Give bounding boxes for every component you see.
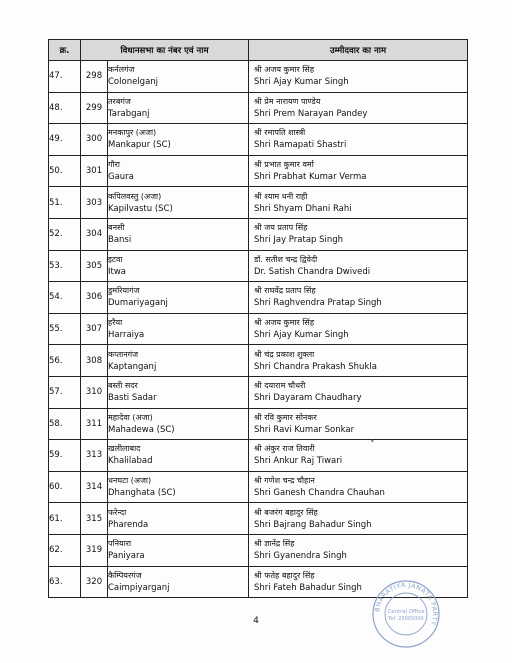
speck-mark: • [370,437,375,446]
constituency-name-english: Caimpiyarganj [108,582,170,593]
constituency-name-cell [108,408,249,440]
constituency-name-cell [108,187,249,219]
candidate-name-hindi: श्री रमापति शास्त्री [254,128,306,138]
constituency-name-cell [108,282,249,314]
candidate-name-cell [249,440,468,472]
candidate-name-hindi: श्री प्रभात कुमार वर्मा [254,160,314,170]
constituency-name-english: Dumariyaganj [108,298,168,309]
page-number: 4 [253,616,259,626]
constituency-number: 315 [81,503,108,535]
constituency-name-english: Mahadewa (SC) [108,424,175,435]
constituency-number: 306 [81,282,108,314]
table-row [49,440,468,472]
constituency-name-english: Dhanghata (SC) [108,488,176,499]
serial-number: 49. [49,124,81,156]
candidate-name-english: Shri Fateh Bahadur Singh [254,582,362,593]
candidate-name-cell [249,124,468,156]
constituency-name-cell [108,61,249,93]
candidate-name-english: Shri Gyanendra Singh [254,551,347,562]
candidate-name-hindi: श्री प्रेम नारायण पाण्डेय [254,96,321,106]
candidate-name-hindi: श्री चंद्र प्रकाश शुक्ला [254,349,315,359]
candidate-name-english: Shri Shyam Dhani Rahi [254,203,352,214]
constituency-name-cell [108,503,249,535]
table-body [49,61,468,598]
serial-number: 47. [49,61,81,93]
constituency-name-cell [108,471,249,503]
serial-number: 53. [49,250,81,282]
constituency-name-english: Bansi [108,235,132,246]
serial-number: 56. [49,345,81,377]
constituency-number: 310 [81,376,108,408]
candidate-name-hindi: श्री अंकुर राज तिवारी [254,444,315,454]
candidate-name-hindi: श्री रवि कुमार सोनकर [254,412,317,422]
constituency-number: 298 [81,61,108,93]
constituency-name-hindi: धनघटा (अजा) [108,476,152,486]
table-row [49,345,468,377]
constituency-number: 320 [81,566,108,598]
constituency-name-english: Khalilabad [108,456,153,467]
candidate-name-cell [249,218,468,250]
constituency-name-cell [108,218,249,250]
serial-number: 54. [49,282,81,314]
table-row [49,155,468,187]
table-row [49,408,468,440]
candidate-name-hindi: श्री श्याम धनी राही [254,191,308,201]
constituency-name-english: Gaura [108,172,134,183]
constituency-name-hindi: फरेन्दा [108,507,127,517]
candidate-name-cell [249,376,468,408]
constituency-name-hindi: बनसी [108,223,125,233]
candidate-name-english: Shri Raghvendra Pratap Singh [254,298,382,309]
constituency-name-english: Tarabganj [108,108,150,119]
constituency-number: 307 [81,313,108,345]
candidate-name-cell [249,155,468,187]
candidate-name-cell [249,282,468,314]
constituency-number: 303 [81,187,108,219]
constituency-number: 311 [81,408,108,440]
constituency-name-english: Paniyara [108,551,145,562]
constituency-number: 314 [81,471,108,503]
serial-number: 63. [49,566,81,598]
table-row [49,471,468,503]
candidate-name-english: Shri Bajrang Bahadur Singh [254,519,372,530]
candidate-name-hindi: श्री ज्ञानेंद्र सिंह [254,539,295,549]
party-office-stamp [371,579,441,649]
candidate-name-english: Shri Jay Pratap Singh [254,235,344,246]
constituency-name-cell [108,92,249,124]
candidate-name-hindi: श्री फतेह बहादुर सिंह [254,570,315,580]
candidate-name-cell [249,345,468,377]
constituency-name-english: Basti Sadar [108,393,157,404]
serial-number: 61. [49,503,81,535]
table-row [49,282,468,314]
candidate-name-english: Shri Ankur Raj Tiwari [254,456,343,467]
constituency-name-cell [108,440,249,472]
candidate-name-hindi: श्री बजरंग बहादुर सिंह [254,507,318,517]
constituency-name-hindi: खलीलाबाद [108,444,141,454]
candidate-name-cell [249,61,468,93]
constituency-name-hindi: कप्तानगंज [108,349,139,359]
table-row [49,250,468,282]
stamp-line-2: Tel: 23005000 [388,616,424,622]
constituency-name-cell [108,376,249,408]
constituency-number: 305 [81,250,108,282]
constituency-name-english: Kaptanganj [108,361,157,372]
constituency-name-english: Kapilvastu (SC) [108,203,173,214]
serial-number: 50. [49,155,81,187]
constituency-name-hindi: मनकापुर (अजा) [108,128,157,138]
table-row [49,313,468,345]
serial-number: 58. [49,408,81,440]
constituency-name-hindi: महादेवा (अजा) [108,412,153,422]
candidate-name-cell [249,250,468,282]
table-header [49,40,468,61]
candidate-name-hindi: श्री दयाराम चौधरी [254,381,306,391]
constituency-number: 319 [81,534,108,566]
serial-number: 55. [49,313,81,345]
constituency-number: 300 [81,124,108,156]
constituency-name-english: Pharenda [108,519,149,530]
candidate-name-cell [249,471,468,503]
candidate-table [48,39,468,598]
candidate-name-hindi: श्री अजय कुमार सिंह [254,318,315,328]
constituency-name-hindi: तरबगंज [108,96,131,106]
candidate-name-hindi: श्री गणेश चन्द्र चौहान [254,476,315,486]
constituency-name-hindi: गौरा [108,160,120,170]
constituency-name-hindi: कपिलवस्तु (अजा) [108,191,162,201]
constituency-name-hindi: पनियारा [108,539,132,549]
candidate-name-english: Shri Dayaram Chaudhary [254,393,362,404]
table-row [49,376,468,408]
candidate-name-cell [249,313,468,345]
stamp-ring-text: BHARATIYA JANATA PARTY [374,581,439,627]
constituency-name-english: Itwa [108,266,127,277]
constituency-name-english: Mankapur (SC) [108,140,171,151]
constituency-name-english: Harraiya [108,330,145,341]
candidate-name-english: Shri Prem Narayan Pandey [254,108,368,119]
candidate-name-cell [249,534,468,566]
candidate-name-cell [249,503,468,535]
table-row [49,124,468,156]
table-row [49,92,468,124]
candidate-name-cell [249,92,468,124]
serial-number: 48. [49,92,81,124]
constituency-name-cell [108,534,249,566]
header-constituency: विधानसभा का नंबर एवं नाम [81,40,249,61]
candidate-name-english: Shri Ajay Kumar Singh [254,77,349,88]
constituency-name-hindi: हरैया [108,318,123,328]
candidate-name-english: Shri Ravi Kumar Sonkar [254,424,355,435]
constituency-name-hindi: डुमरियागंज [108,286,140,296]
candidate-name-hindi: डॉ. सतीश चन्द्र द्विवेदी [254,254,318,264]
serial-number: 60. [49,471,81,503]
candidate-name-hindi: श्री जय प्रताप सिंह [254,223,308,233]
constituency-name-cell [108,155,249,187]
serial-number: 52. [49,218,81,250]
candidate-name-english: Shri Ganesh Chandra Chauhan [254,488,385,499]
table-row [49,534,468,566]
constituency-name-hindi: इटवा [108,254,123,264]
constituency-name-cell [108,345,249,377]
candidate-name-cell [249,187,468,219]
candidate-name-english: Dr. Satish Chandra Dwivedi [254,266,371,277]
constituency-name-hindi: बस्ती सदर [108,381,138,391]
table-row [49,503,468,535]
constituency-number: 301 [81,155,108,187]
constituency-name-cell [108,124,249,156]
constituency-name-cell [108,566,249,598]
candidate-name-english: Shri Chandra Prakash Shukla [254,361,377,372]
serial-number: 62. [49,534,81,566]
header-candidate: उम्मीदवार का नाम [249,40,468,61]
constituency-name-hindi: कैम्पियरगंज [108,570,142,580]
constituency-number: 313 [81,440,108,472]
table-row [49,187,468,219]
constituency-number: 299 [81,92,108,124]
serial-number: 57. [49,376,81,408]
serial-number: 51. [49,187,81,219]
constituency-name-cell [108,250,249,282]
stamp-line-1: Central Office [387,609,425,615]
candidate-name-english: Shri Ramapati Shastri [254,140,347,151]
header-serial: क्र. [49,40,81,61]
constituency-name-hindi: कर्नलगंज [108,65,135,75]
candidate-name-english: Shri Ajay Kumar Singh [254,330,349,341]
candidate-name-hindi: श्री राघवेंद्र प्रताप सिंह [254,286,316,296]
constituency-name-english: Colonelganj [108,77,159,88]
candidate-name-hindi: श्री अजय कुमार सिंह [254,65,315,75]
table-row [49,61,468,93]
constituency-number: 304 [81,218,108,250]
table-row [49,218,468,250]
constituency-name-cell [108,313,249,345]
candidate-name-english: Shri Prabhat Kumar Verma [254,172,367,183]
candidate-name-cell [249,408,468,440]
serial-number: 59. [49,440,81,472]
constituency-number: 308 [81,345,108,377]
